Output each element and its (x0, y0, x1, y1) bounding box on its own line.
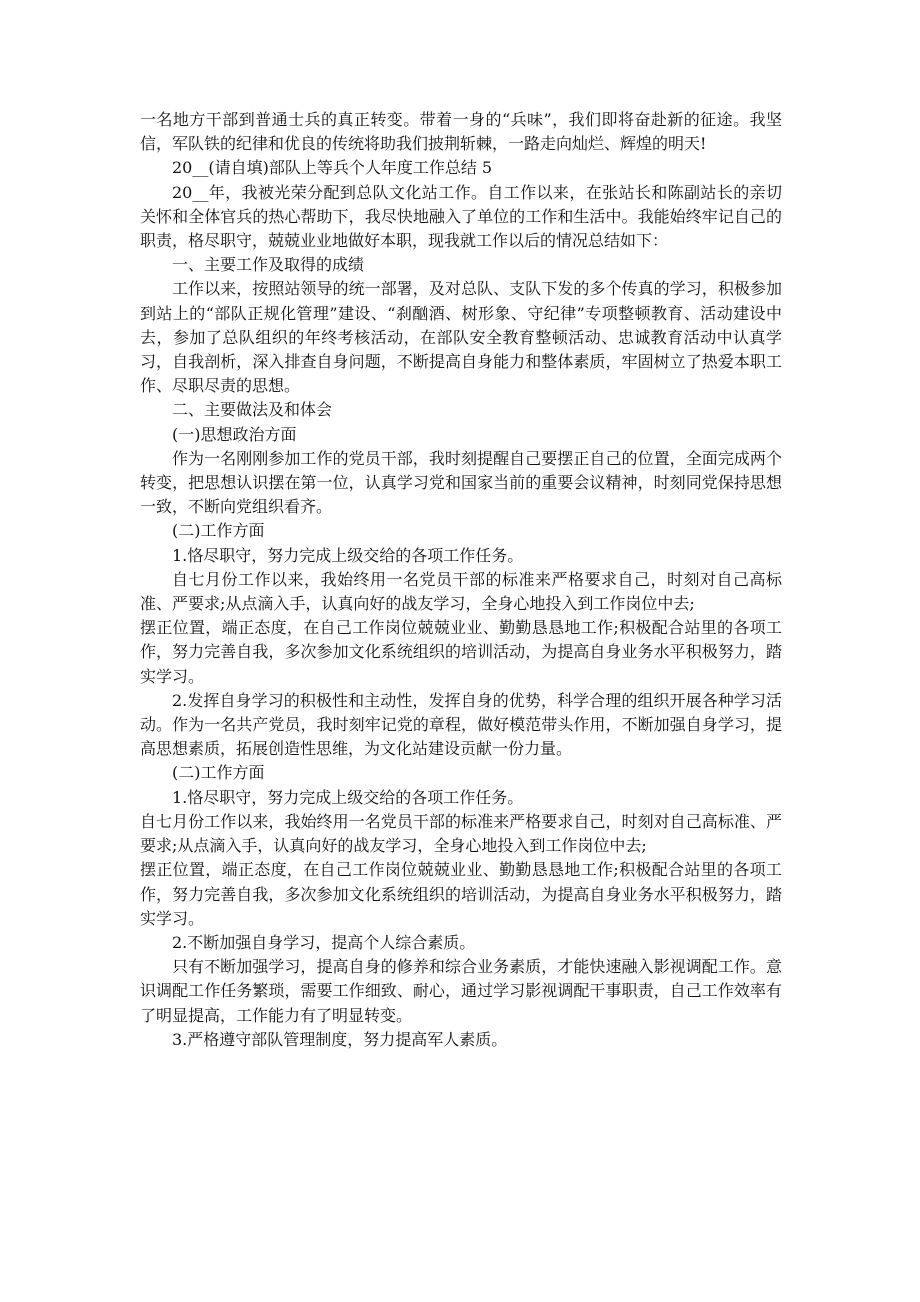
paragraph: 作为一名刚刚参加工作的党员干部，我时刻提醒自己要摆正自己的位置，全面完成两个转变，把思想认识摆在第一位，认真学习党和国家当前的重要会议精神，时刻同党保持思想一致，不断向党组织看齐。 (140, 448, 782, 517)
paragraph: 2.发挥自身学习的积极性和主动性，发挥自身的优势，科学合理的组织开展各种学习活动。作为一名共产党员，我时刻牢记党的章程，做好模范带头作用，不断加强自身学习，提高思想素质，拓展创造性思维，为文化站建设贡献一份力量。 (140, 690, 782, 759)
subsection-heading: (二)工作方面 (172, 763, 265, 783)
list-item-heading: 3.严格遵守部队管理制度，努力提高军人素质。 (172, 1029, 508, 1049)
paragraph: 摆正位置，端正态度，在自己工作岗位兢兢业业、勤勤恳恳地工作;积极配合站里的各项工作，努力完善自我，多次参加文化系统组织的培训活动，为提高自身业务水平积极努力，踏实学习。 (140, 618, 782, 686)
document-page (140, 108, 782, 1052)
list-item-heading: 2.不断加强自身学习，提高个人综合素质。 (172, 932, 476, 952)
paragraph: 自七月份工作以来，我始终用一名党员干部的标准来严格要求自己，时刻对自己高标准、严要求;从点滴入手，认真向好的战友学习，全身心地投入到工作岗位中去; (140, 569, 782, 614)
paragraph: 只有不断加强学习，提高自身的修养和综合业务素质，才能快速融入影视调配工作。意识调配工作任务繁琐，需要工作细致、耐心，通过学习影视调配干事职责，自己工作效率有了明显提高，工作能力有了明显转变。 (140, 957, 782, 1025)
paragraph: 一名地方干部到普通士兵的真正转变。带着一身的“兵味”，我们即将奋赴新的征途。我坚信，军队铁的纪律和优良的传统将助我们披荆斩棘，一路走向灿烂、辉煌的明天! (140, 110, 782, 154)
paragraph: 20__年，我被光荣分配到总队文化站工作。自工作以来，在张站长和陈副站长的亲切关怀和全体官兵的热心帮助下，我尽快地融入了单位的工作和生活中。我能始终牢记自己的职责，格尽职守，兢兢业业地做好本职，现我就工作以后的情况总结如下： (140, 182, 782, 251)
paragraph: 摆正位置，端正态度，在自己工作岗位兢兢业业、勤勤恳恳地工作;积极配合站里的各项工作，努力完善自我，多次参加文化系统组织的培训活动，为提高自身业务水平积极努力，踏实学习。 (140, 860, 782, 928)
section-heading: 一、主要工作及取得的成绩 (172, 255, 365, 275)
section-heading: 二、主要做法及和体会 (172, 400, 333, 420)
subsection-heading: (一)思想政治方面 (172, 424, 297, 444)
paragraph: 自七月份工作以来，我始终用一名党员干部的标准来严格要求自己，时刻对自己高标准、严要求;从点滴入手，认真向好的战友学习，全身心地投入到工作岗位中去; (140, 811, 782, 856)
paragraph: 工作以来，按照站领导的统一部署，及对总队、支队下发的多个传真的学习，积极参加到站上的“部队正规化管理”建设、“刹酗酒、树形象、守纪律”专项整顿教育、活动建设中去，参加了总队组织的年终考核活动，在部队安全教育整顿活动、忠诚教育活动中认真学习，自我剖析，深入排查自身问题，不断提高自身能力和整体素质，牢固树立了热爱本职工作、尽职尽责的思想。 (140, 279, 782, 396)
section-heading: 20__(请自填)部队上等兵个人年度工作总结 5 (172, 158, 493, 178)
list-item-heading: 1.恪尽职守，努力完成上级交给的各项工作任务。 (172, 545, 524, 565)
subsection-heading: (二)工作方面 (172, 521, 265, 541)
list-item-heading: 1.恪尽职守，努力完成上级交给的各项工作任务。 (172, 787, 524, 807)
